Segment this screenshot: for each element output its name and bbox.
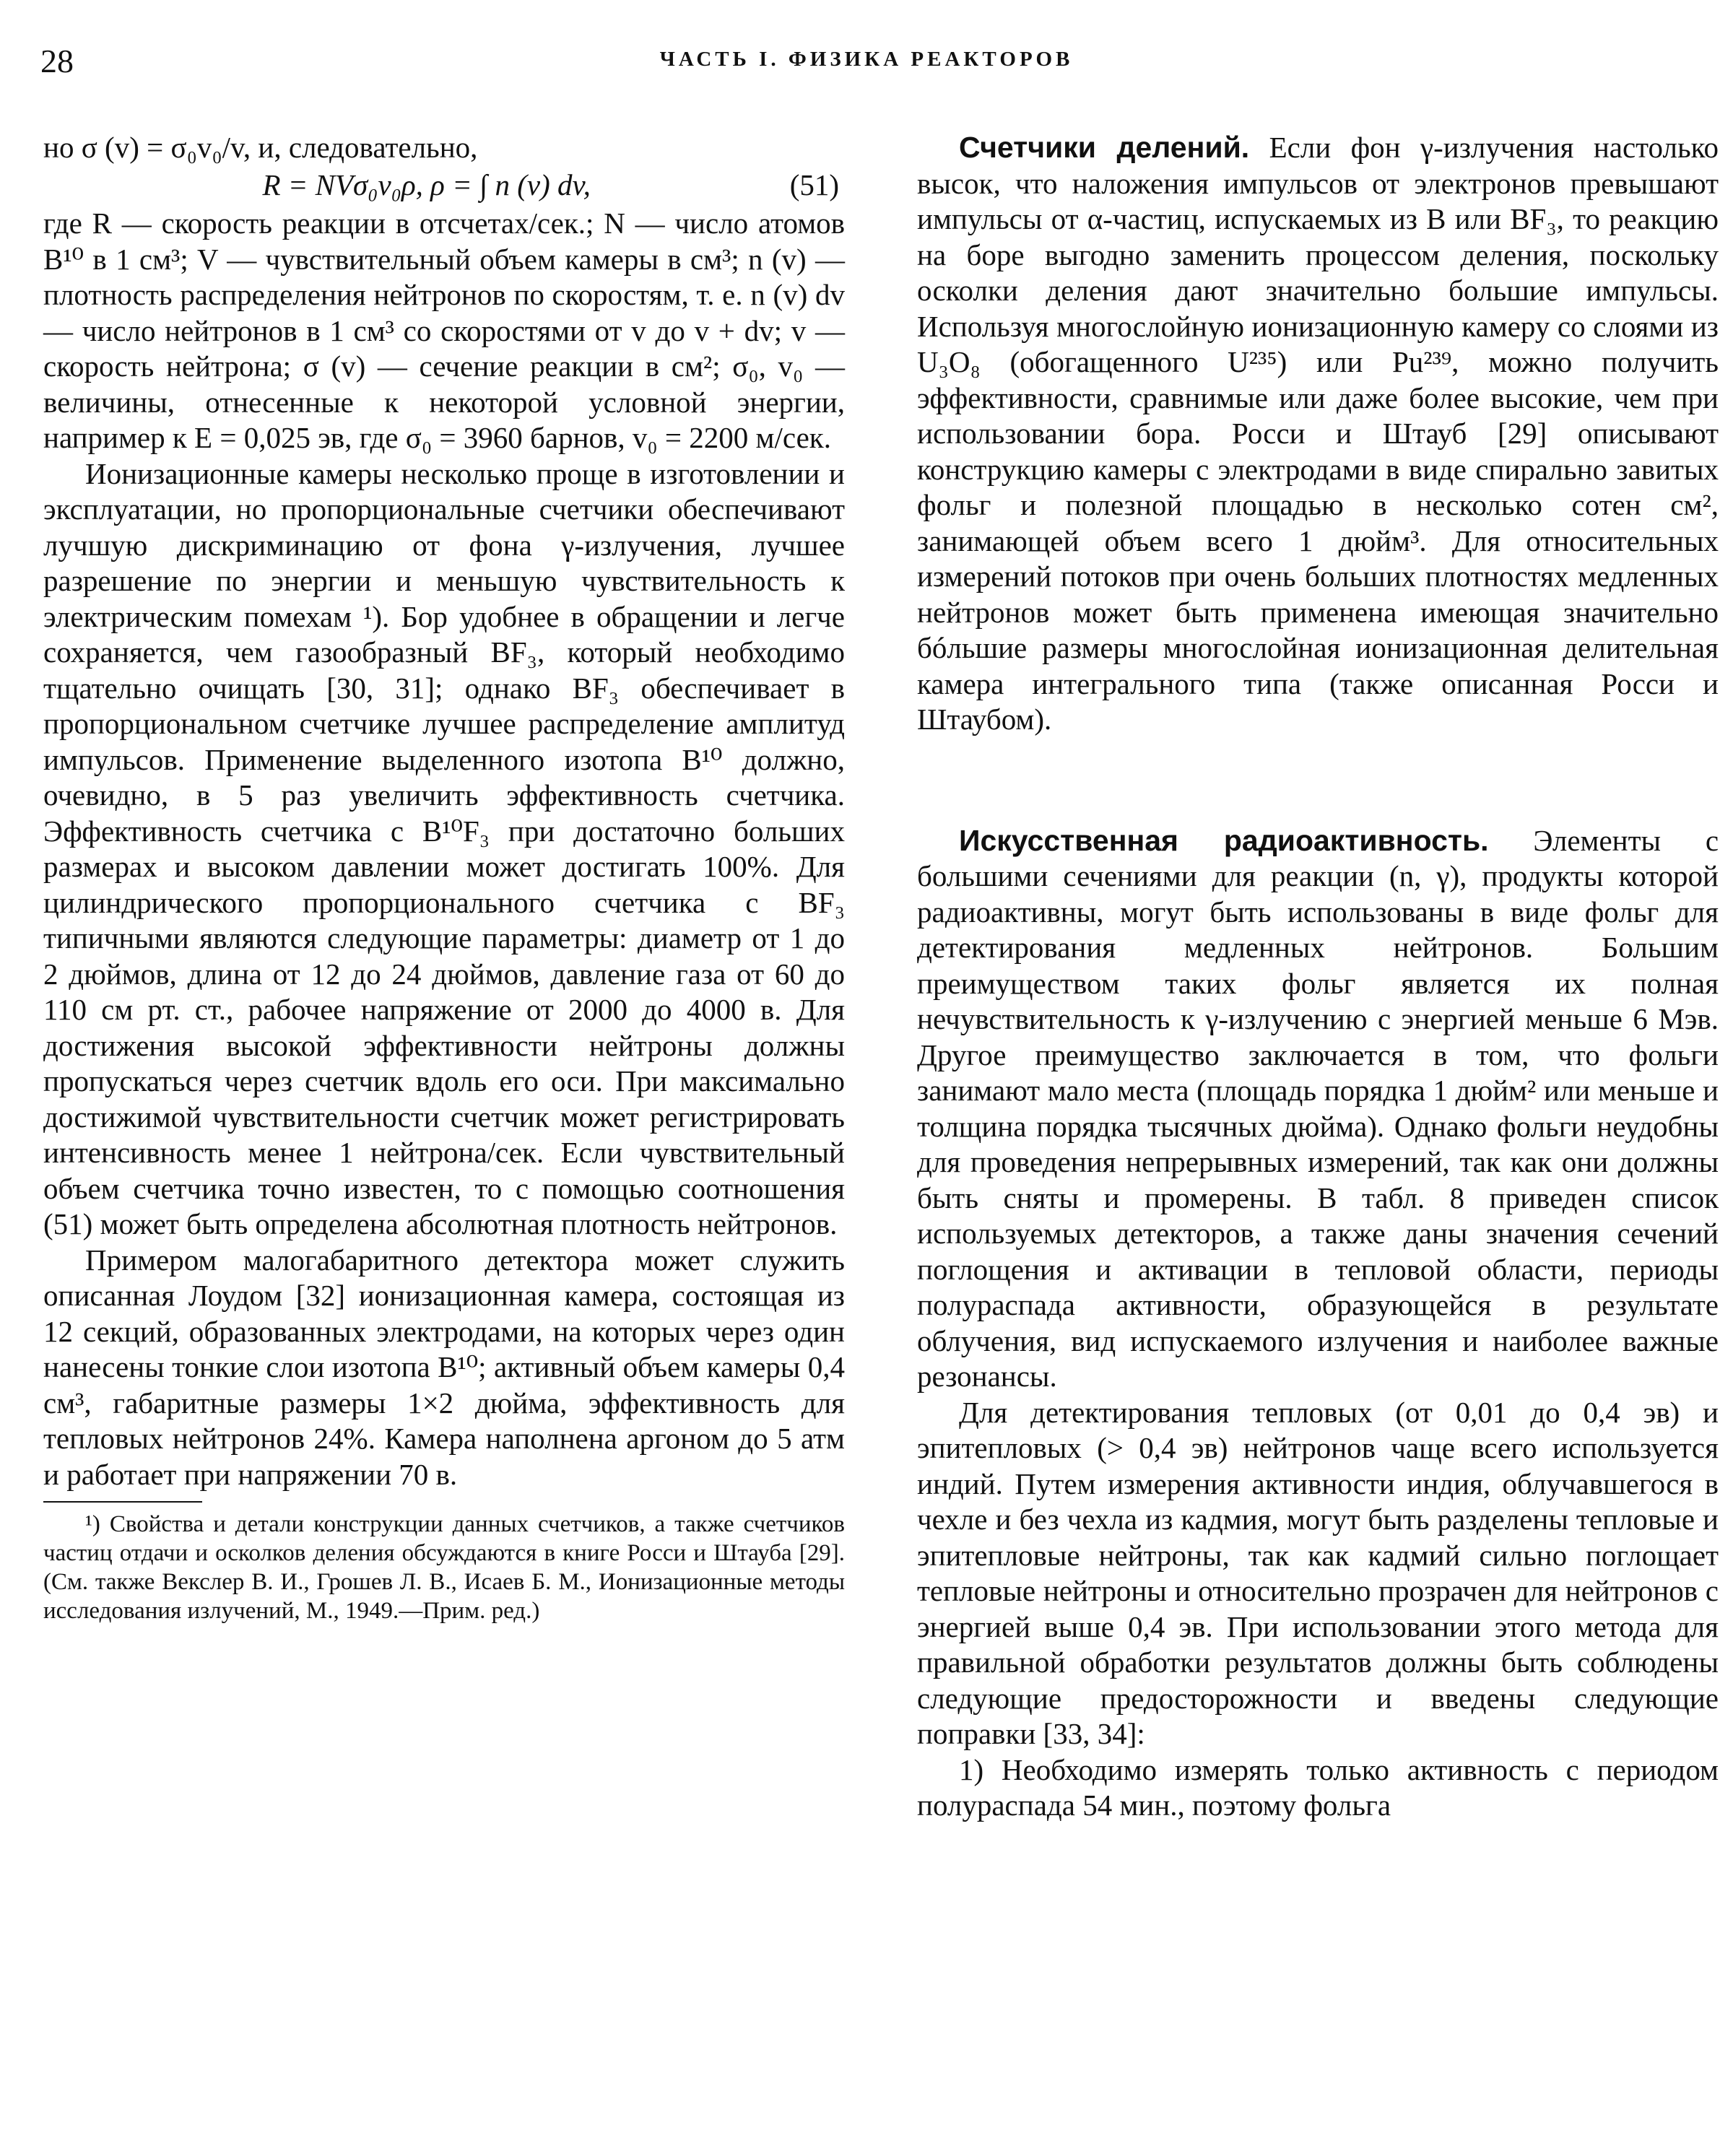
footnote: ¹) Свойства и детали конструкции данных счетчиков, а также счетчиков частиц отдачи и осколков деления обсуждаются в книге Росси и Штауба [29]. (См. также Векслер В. И., Грошев Л. В., Исаев Б. М., Ионизационные методы исследования излучений, М., 1949.—Прим. ред.) (43, 1511, 845, 1624)
right-column (917, 130, 1719, 1824)
page-header (40, 42, 1693, 85)
ionization-paragraph: Ионизационные камеры несколько проще в изготовлении и эксплуатации, но пропорциональные счетчики обеспечивают лучшую дискриминацию от фона γ-излучения, лучшее разрешение по энергии и меньшую чувствительность к электрическим помехам ¹). Бор удобнее в обращении и легче сохраняется, чем газообразный BF₃, который необходимо тщательно очищать [30, 31]; однако BF₃ обеспечивает в пропорциональном счетчике лучшее распределение амплитуд импульсов. Применение выделенного изотопа B¹⁰ должно, очевидно, в 5 раз увеличить эффективность счетчика. Эффективность счетчика с B¹⁰F₃ при достаточно больших размерах и высоком давлении может достигать 100%. Для цилиндрического пропорционального счетчика с BF₃ типичными являются следующие параметры: диаметр от 1 до 2 дюймов, длина от 12 до 24 дюймов, давление газа от 60 до 110 см рт. ст., рабочее напряжение от 2000 до 4000 в. Для достижения высокой эффективности нейтроны должны пропускаться через счетчик вдоль его оси. При максимально достижимой чувствительности счетчик может регистрировать интенсивность менее 1 нейтрона/сек. Если чувствительный объем счетчика точно известен, то с помощью соотношения (51) может быть определена абсолютная плотность нейтронов. (43, 456, 845, 1240)
left-column (43, 130, 845, 1625)
variables-paragraph: где R — скорость реакции в отсчетах/сек.; N — число атомов B¹⁰ в 1 см³; V — чувствительный объем камеры в см³; n (v) — плотность распределения нейтронов по скоростям, т. е. n (v) dv — число нейтронов в 1 см³ со скоростями от v до v + dv; v — скорость нейтрона; σ (v) — сечение реакции в см²; σ₀, v₀ — величины, отнесенные к некоторой условной энергии, например к E = 0,025 эв, где σ₀ = 3960 барнов, v₀ = 2200 м/сек. (43, 207, 845, 454)
footnote-rule (43, 1501, 202, 1503)
radioactivity-text: Элементы с большими сечениями для реакции (n, γ), продукты которой радиоактивны, могут быть использованы в виде фольг для детектирования медленных нейтронов. Большим преимуществом таких фольг является их полная нечувствительность к γ-излучению с энергией меньше 6 Мэв. Другое преимущество заключается в том, что фольги занимают мало места (площадь порядка 1 дюйм² или меньше и толщина порядка тысячных дюйма). Однако фольги неудобны для проведения непрерывных измерений, так как они должны быть сняты и промерены. В табл. 8 приведен список используемых детекторов, а также даны значения сечений поглощения и активации в тепловой области, периоды полураспада активности, образующейся в результате облучения, вид испускаемого излучения и наиболее важные резонансы. (917, 823, 1719, 1393)
radioactivity-heading: Искусственная радиоактивность. (959, 823, 1489, 857)
fission-text: Если фон γ-излучения настолько высок, что наложения импульсов от электронов превышают импульсы от α-частиц, испускаемых из B или BF₃, то реакцию на боре выгодно заменить процессом деления, поскольку осколки деления дают значительно большие импульсы. Используя многослойную ионизационную камеру со слоями из U₃O₈ (обогащенного U²³⁵) или Pu²³⁹, можно получить эффективности, сравнимые или даже более высокие, чем при использовании бора. Росси и Штауб [29] описывают конструкцию камеры с электродами в виде спирально завитых фольг и полезной площадью в несколько сотен см², занимающей объем всего 1 дюйм³. Для относительных измерений потоков при очень больших плотностях медленных нейтронов может быть применена имеющая значительно бóльшие размеры многослойная ионизационная делительная камера интегрального типа (также описанная Росси и Штаубом). (917, 131, 1719, 736)
list-item-1: 1) Необходимо измерять только активность с периодом полураспада 54 мин., поэтому фольга (917, 1752, 1719, 1822)
intro-line: но σ (v) = σ₀v₀/v, и, следовательно, (43, 131, 478, 164)
formula-number: (51) (789, 168, 839, 201)
radioactivity-section (917, 823, 1719, 1395)
page-number: 28 (40, 43, 74, 79)
formula-expression: R = NVσ₀v₀ρ, ρ = ∫ n (v) dv, (262, 168, 591, 201)
running-head: ЧАСТЬ I. ФИЗИКА РЕАКТОРОВ (659, 48, 1074, 71)
indium-paragraph: Для детектирования тепловых (от 0,01 до 0,4 эв) и эпитепловых (> 0,4 эв) нейтронов чаще всего используется индий. Путем измерения активности индия, облучавшегося в чехле и без чехла из кадмия, могут быть разделены тепловые и эпитепловые нейтроны, так как кадмий сильно поглощает тепловые нейтроны и относительно прозрачен для нейтронов с энергией выше 0,4 эв. При использовании этого метода для правильной обработки результатов должны быть соблюдены следующие предосторожности и введены следующие поправки [33, 34]: (917, 1395, 1719, 1750)
fission-section (917, 130, 1719, 738)
section-gap (917, 738, 1719, 823)
fission-heading: Счетчики делений. (959, 131, 1250, 164)
small-detector-paragraph: Примером малогабаритного детектора может служить описанная Лоудом [32] ионизационная камера, состоящая из 12 секций, образованных электродами, на которых через один нанесены тонкие слои изотопа B¹⁰; активный объем камеры 0,4 см³, габаритные размеры 1×2 дюйма, эффективность для тепловых нейтронов 24%. Камера наполнена аргоном до 5 атм и работает при напряжении 70 в. (43, 1243, 845, 1491)
formula-51 (43, 168, 845, 204)
